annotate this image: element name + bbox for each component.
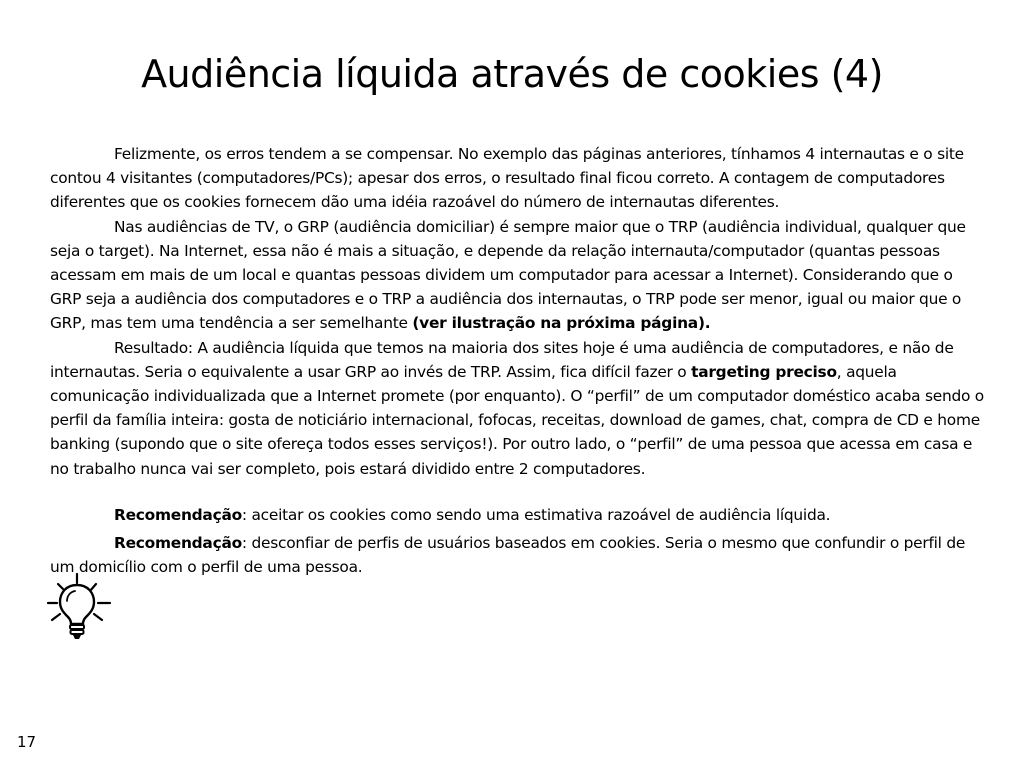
recommendation-1 <box>50 503 986 527</box>
recommendation-label: Recomendação <box>114 534 242 553</box>
paragraph-result <box>50 336 986 481</box>
recommendation-2 <box>50 531 986 579</box>
paragraph-text: Felizmente, os erros tendem a se compensar. No exemplo das páginas anteriores, tínhamos 4 internautas e o site contou 4 visitantes (computadores/PCs); apesar dos erros, o resultado final ficou correto. A contagem de computadores diferentes que os cookies fornecem dão uma idéia razoável do número de internautas diferentes. <box>50 145 964 212</box>
paragraph-text: Resultado: A audiência líquida que temos na maioria dos sites hoje é uma audiência de computadores, e não de internautas. Seria o equivalente a usar GRP ao invés de TRP. Assim, fica difícil fazer o <box>50 338 954 381</box>
slide-body <box>50 142 986 579</box>
paragraph-text: Nas audiências de TV, o GRP (audiência domiciliar) é sempre maior que o TRP (audiência individual, qualquer que seja o target). Na Internet, essa não é mais a situação, e depende da relação internauta/computador (quantas pessoas acessam em mais de um local e quantas pessoas dividem um computador para acessar a Internet). Considerando que o GRP seja a audiência dos computadores e o TRP a audiência dos internautas, o TRP pode ser menor, igual ou maior que o GRP, mas tem uma tendência a ser semelhante <box>50 217 966 333</box>
recommendation-text: : aceitar os cookies como sendo uma estimativa razoável de audiência líquida. <box>241 505 831 524</box>
paragraph-text: , aquela comunicação individualizada que a Internet promete (por enquanto). O “perfil” de um computador doméstico acaba sendo o perfil da família inteira: gosta de noticiário internacional, fofocas, receitas, download de games, chat, compra de CD e home banking (supondo que o site ofereça todos esses serviços!). Por outro lado, o “perfil” de uma pessoa que acessa em casa e no trabalho nunca vai ser completo, pois estará dividido entre 2 computadores. <box>50 362 984 478</box>
recommendations <box>50 503 986 580</box>
recommendation-label: Recomendação <box>114 505 242 524</box>
recommendation-text: : desconfiar de perfis de usuários baseados em cookies. Seria o mesmo que confundir o perfil de um domicílio com o perfil de uma pessoa. <box>50 534 966 577</box>
lightbulb-icon <box>44 570 116 642</box>
paragraph-compensation <box>50 142 986 215</box>
targeting-emphasis: targeting preciso <box>691 362 837 381</box>
slide-title: Audiência líquida através de cookies (4) <box>141 52 883 96</box>
page-number: 17 <box>17 733 37 751</box>
illustration-reference: (ver ilustração na próxima página). <box>412 314 711 333</box>
paragraph-grp-trp <box>50 215 986 336</box>
